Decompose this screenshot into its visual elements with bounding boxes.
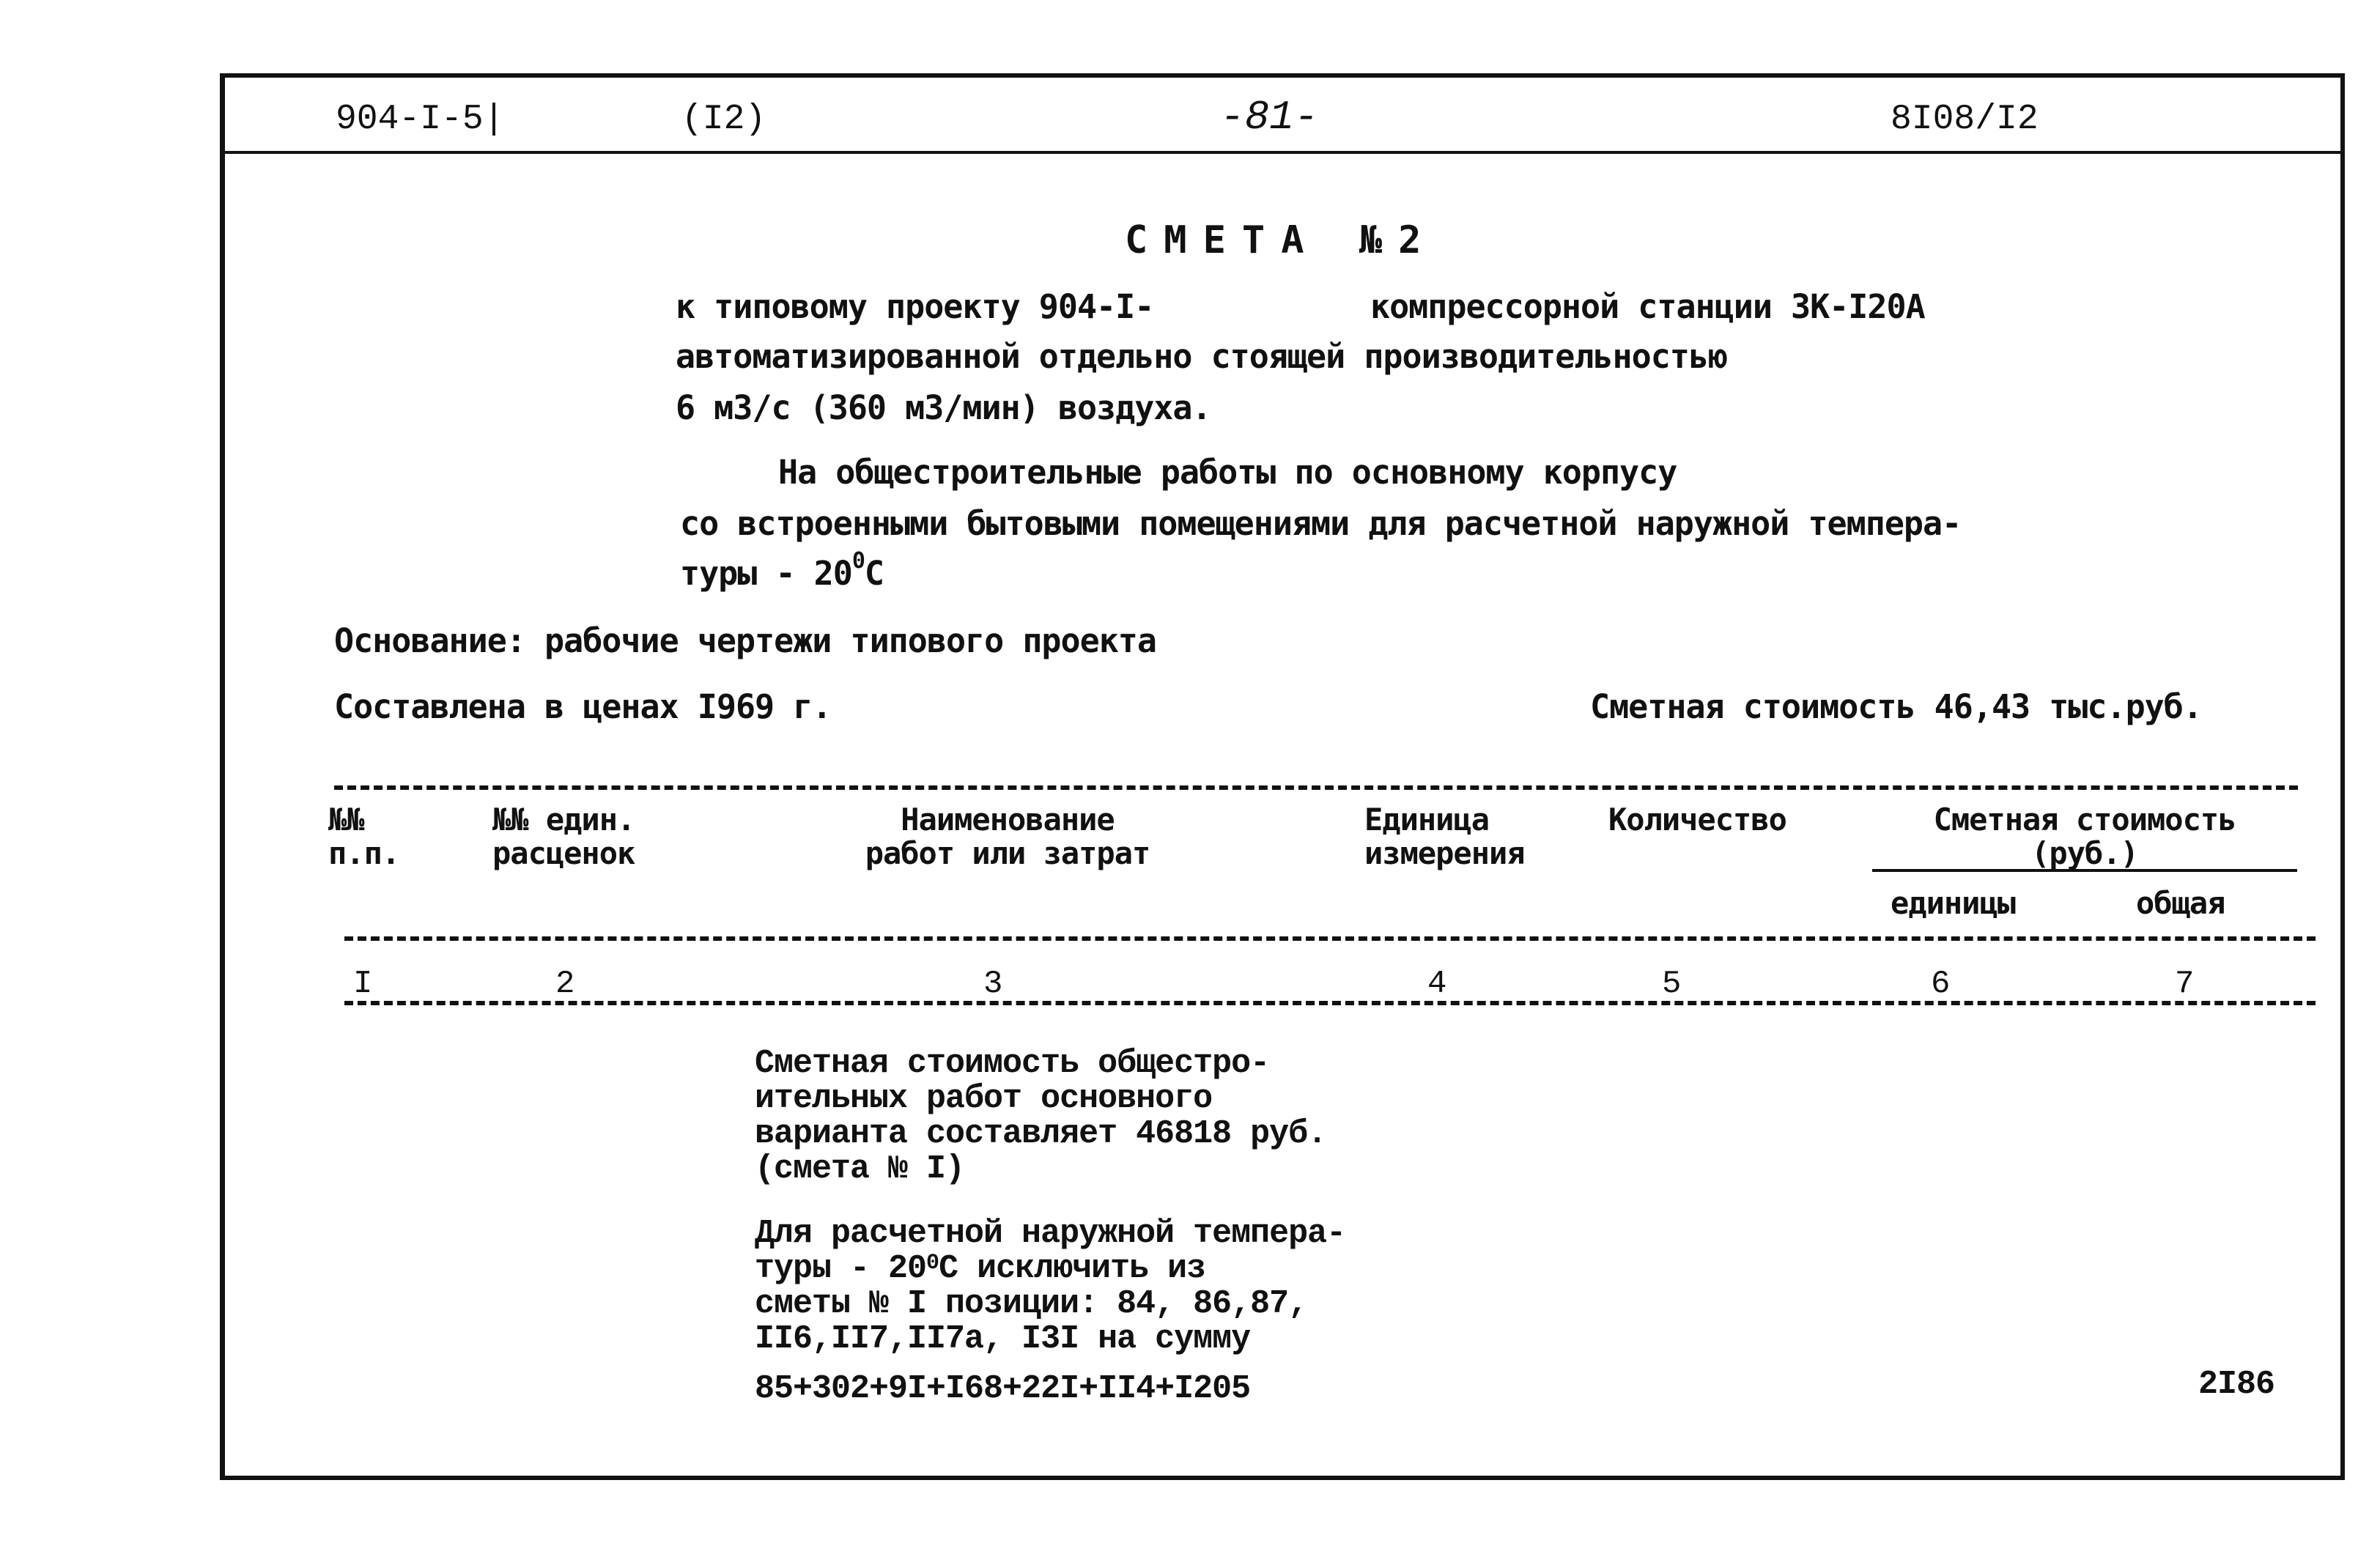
prices-line: Составлена в ценах I969 г.	[334, 687, 832, 726]
purpose-line-1: На общестроительные работы по основному корпусу	[778, 453, 1677, 492]
intro-line-3: 6 м3/с (360 м3/мин) воздуха.	[676, 388, 1211, 427]
col-header-unit: Единица измерения	[1364, 802, 1525, 871]
cost-line: Сметная стоимость 46,43 тыс.руб.	[1590, 687, 2202, 726]
col-header-cost: Сметная стоимость (руб.)	[1933, 802, 2236, 871]
note-paragraph-2: Для расчетной наружной темпера- туры - $20^0С$ исключить из сметы № I позиции: 84, 86,87, II6,II7,II7а, I3I на сумму	[755, 1215, 1346, 1358]
col-header-cost-unit: единицы	[1891, 885, 2016, 921]
page-number: -81-	[1220, 94, 1319, 141]
column-number-6: 6	[1931, 966, 1951, 1002]
col-header-name: Наименование работ или затрат	[865, 802, 1150, 871]
table-top-rule	[334, 785, 2298, 790]
column-number-2: 2	[555, 966, 575, 1002]
purpose-line-2: со встроенными бытовыми помещениями для расчетной наружной темпера-	[680, 504, 1962, 543]
column-number-5: 5	[1662, 966, 1682, 1002]
col-header-num: №№ п.п.	[328, 802, 400, 871]
project-number: 904-I-5|	[336, 100, 505, 139]
intro-line-1b: компрессорной станции 3К-I20А	[1370, 287, 1925, 326]
basis-line: Основание: рабочие чертежи типового проекта	[334, 621, 1156, 660]
intro-line-1a: к типовому проекту 904-I-	[676, 287, 1154, 326]
intro-line-2: автоматизированной отдельно стоящей производительностью	[676, 337, 1728, 376]
col-header-cost-total: общая	[2136, 885, 2225, 921]
col-header-rate: №№ един. расценок	[492, 802, 635, 871]
note-paragraph-1: Сметная стоимость общестро- ительных работ основного варианта составляет 46818 руб. (смета № I)	[755, 1045, 1327, 1188]
table-header-bottom-rule	[344, 936, 2316, 941]
purpose-line-3: туры - $20^0С$	[680, 548, 884, 593]
sheet-number: (I2)	[681, 100, 766, 139]
sum-total: 2I86	[2198, 1366, 2275, 1403]
header-rule	[220, 151, 2345, 154]
column-number-7: 7	[2175, 966, 2195, 1002]
document-code: 8I08/I2	[1891, 100, 2039, 139]
col-header-quantity: Количество	[1608, 802, 1786, 837]
sum-expression: 85+302+9I+I68+22I+II4+I205	[755, 1370, 1251, 1408]
column-number-3: 3	[983, 966, 1003, 1002]
column-numbers-rule	[344, 1001, 2316, 1005]
column-number-1: I	[353, 966, 373, 1002]
column-number-4: 4	[1427, 966, 1447, 1002]
document-title: СМЕТА №2	[1125, 218, 1438, 262]
